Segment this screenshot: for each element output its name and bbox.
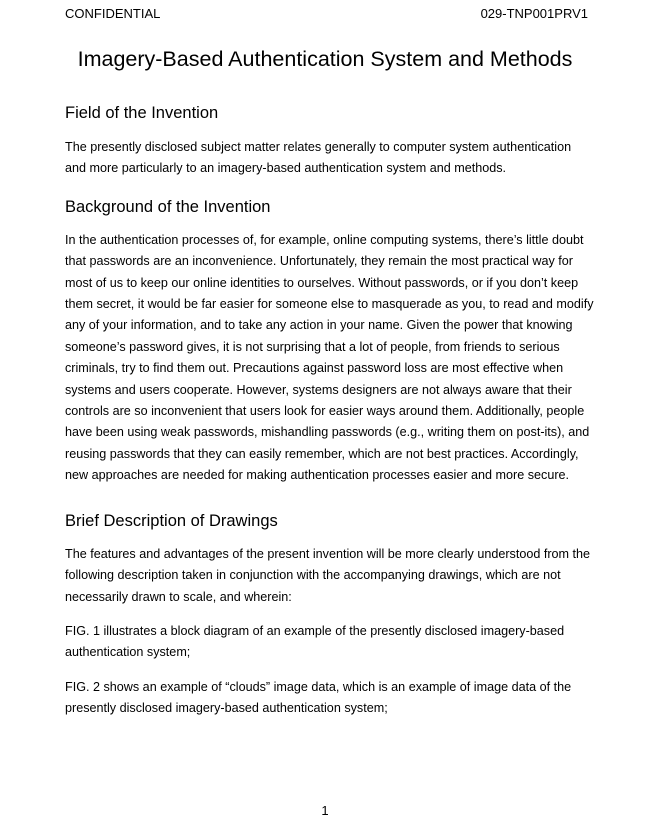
section-heading-drawings: Brief Description of Drawings bbox=[65, 511, 278, 530]
confidential-label: CONFIDENTIAL bbox=[65, 6, 161, 21]
document-title: Imagery-Based Authentication System and Methods bbox=[77, 47, 573, 71]
drawings-intro-paragraph: The features and advantages of the present invention will be more clearly understood from the following description taken in conjunction with the accompanying drawings, which are not necessarily drawn to scale, and wherein: bbox=[65, 546, 591, 604]
page-number: 1 bbox=[321, 803, 329, 818]
fig1-description: FIG. 1 illustrates a block diagram of an example of the presently disclosed imagery-based authentication system; bbox=[65, 623, 565, 660]
docket-number: 029-TNP001PRV1 bbox=[480, 6, 588, 21]
section-heading-background: Background of the Invention bbox=[65, 197, 271, 216]
background-paragraph: In the authentication processes of, for example, online computing systems, there’s little doubt that passwords are an inconvenience. Unfortunately, they remain the most practical way for most of us to keep our online identities to ourselves. Without passwords, or if you don’t keep them secret, it would be far easier for someone else to masquerade as you, to read and modify any of your information, and to take any action in your name. Given the power that knowing someone’s password gives, it is not surprising that a lot of people, from friends to serious criminals, try to find them out. Precautions against password loss are most effective when systems and users cooperate. However, systems designers are not always aware that their controls are so inconvenient that users look for easier ways around them. Additionally, people have been using weak passwords, mishandling passwords (e.g., writing them on post-its), and reusing passwords that they can easily remember, which are not best practices. Accordingly, new approaches are needed for making authentication processes easier and more secure. bbox=[65, 232, 594, 483]
document-body bbox=[65, 100, 595, 720]
fig2-description: FIG. 2 shows an example of “clouds” image data, which is an example of image data of the presently disclosed imagery-based authentication system; bbox=[65, 679, 572, 716]
field-paragraph: The presently disclosed subject matter relates generally to computer system authentication and more particularly to an imagery-based authentication system and methods. bbox=[65, 140, 572, 176]
section-heading-field: Field of the Invention bbox=[65, 104, 219, 122]
